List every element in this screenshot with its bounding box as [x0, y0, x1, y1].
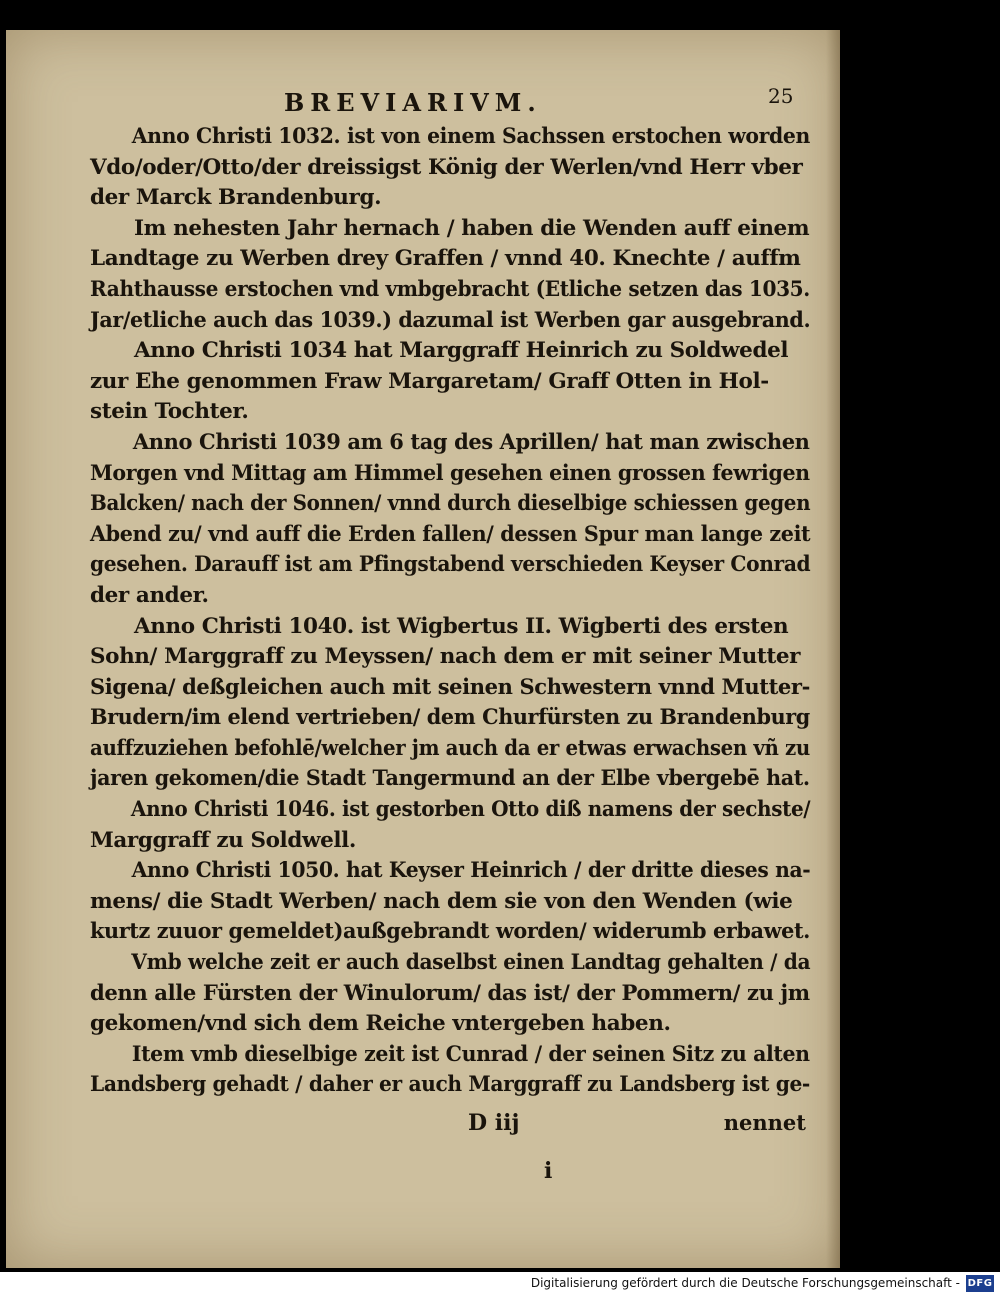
text-line: Vdo/oder/Otto/der dreissigst König der Werlen/vnd Herr vber — [90, 154, 803, 180]
catch-line — [90, 1110, 810, 1142]
text-line: Abend zu/ vnd auff die Erden fallen/ dessen Spur man lange zeit — [90, 521, 811, 547]
book-page — [6, 30, 840, 1268]
page-header — [6, 84, 840, 122]
text-line: Jar/etliche auch das 1039.) dazumal ist Werben gar ausgebrand. — [90, 307, 811, 333]
body-text — [90, 122, 810, 1101]
stray-mark: i — [544, 1158, 553, 1184]
text-line: Morgen vnd Mittag am Himmel gesehen einen grossen fewrigen — [90, 460, 810, 486]
text-line: Anno Christi 1046. ist gestorben Otto diß namens der sechste/ — [130, 797, 811, 823]
running-title: BREVIARIVM. — [284, 88, 542, 117]
text-line: gesehen. Darauff ist am Pfingstabend verschieden Keyser Conrad — [90, 552, 811, 578]
text-line: mens/ die Stadt Werben/ nach dem sie von den Wenden (wie — [90, 888, 793, 914]
text-line: Sohn/ Marggraff zu Meyssen/ nach dem er mit seiner Mutter — [90, 644, 801, 670]
text-line: Anno Christi 1039 am 6 tag des Aprillen/ hat man zwischen — [132, 429, 810, 455]
text-line: Brudern/im elend vertrieben/ dem Churfürsten zu Brandenburg — [90, 705, 810, 731]
text-line: Sigena/ deßgleichen auch mit seinen Schwestern vnnd Mutter- — [90, 674, 810, 700]
footer-bar — [0, 1272, 1000, 1296]
text-line: Anno Christi 1040. ist Wigbertus II. Wigberti des ersten — [134, 613, 789, 639]
page-number: 25 — [768, 84, 794, 108]
footer-credit: Digitalisierung gefördert durch die Deutsche Forschungsgemeinschaft - — [530, 1276, 960, 1290]
text-line: stein Tochter. — [90, 399, 249, 425]
text-line: Marggraff zu Soldwell. — [90, 827, 356, 853]
dfg-logo[interactable]: DFG — [966, 1275, 994, 1292]
text-line: Rahthausse erstochen vnd vmbgebracht (Etliche setzen das 1035. — [90, 276, 810, 302]
text-line: Landtage zu Werben drey Graffen / vnnd 40. Knechte / auffm — [90, 246, 801, 272]
text-line: Vmb welche zeit er auch daselbst einen Landtag gehalten / da — [131, 950, 811, 976]
text-line: jaren gekomen/die Stadt Tangermund an der Elbe vbergebē hat. — [90, 766, 810, 792]
text-line: auffzuziehen befohlē/welcher jm auch da er etwas erwachsen vñ zu — [90, 735, 810, 761]
text-line: Anno Christi 1032. ist von einem Sachssen erstochen worden — [131, 124, 810, 149]
text-line: gekomen/vnd sich dem Reiche vntergeben haben. — [90, 1011, 671, 1037]
text-line: denn alle Fürsten der Winulorum/ das ist/ der Pommern/ zu jm — [90, 980, 810, 1006]
text-line: Item vmb dieselbige zeit ist Cunrad / der seinen Sitz zu alten — [131, 1041, 810, 1067]
text-line: Im nehesten Jahr hernach / haben die Wenden auff einem — [134, 215, 810, 241]
text-line: Anno Christi 1034 hat Marggraff Heinrich zu Soldwedel — [134, 338, 789, 364]
text-line: kurtz zuuor gemeldet)außgebrandt worden/ widerumb erbawet. — [90, 919, 811, 945]
text-line: der ander. — [90, 582, 209, 608]
signature-mark: D iij — [468, 1110, 520, 1136]
text-line: Anno Christi 1050. hat Keyser Heinrich / der dritte dieses na- — [131, 858, 811, 884]
catchword: nennet — [723, 1110, 806, 1135]
text-line: zur Ehe genommen Fraw Margaretam/ Graff Otten in Hol- — [90, 368, 769, 394]
text-line: Landsberg gehadt / daher er auch Marggraff zu Landsberg ist ge- — [90, 1072, 810, 1098]
text-line: Balcken/ nach der Sonnen/ vnnd durch dieselbige schiessen gegen — [90, 491, 811, 517]
text-line: der Marck Brandenburg. — [90, 185, 382, 211]
